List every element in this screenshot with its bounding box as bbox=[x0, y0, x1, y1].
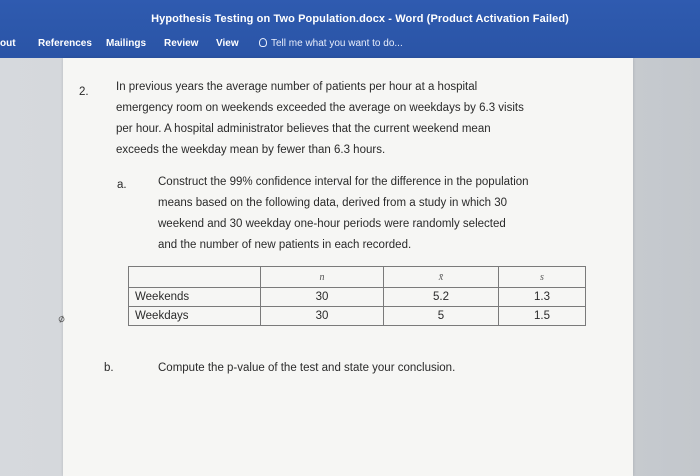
tab-layout[interactable]: out bbox=[0, 38, 16, 49]
intro-line: In previous years the average number of patients per hour at a hospital bbox=[116, 81, 478, 93]
tell-me-box[interactable] bbox=[259, 38, 403, 49]
part-a-line: weekend and 30 weekday one-hour periods were randomly selected bbox=[158, 218, 506, 230]
part-a-label: a. bbox=[117, 179, 127, 191]
table-cell: Weekends bbox=[129, 288, 261, 307]
part-a-line: means based on the following data, derived from a study in which 30 bbox=[158, 197, 508, 209]
table-header-row bbox=[129, 267, 586, 288]
lightbulb-icon bbox=[259, 38, 267, 47]
intro-line: exceeds the weekday mean by fewer than 6.3 hours. bbox=[116, 144, 386, 156]
title-bar bbox=[0, 0, 700, 58]
tab-references[interactable]: References bbox=[38, 38, 92, 49]
table-header-cell: x̄ bbox=[384, 267, 499, 288]
table-cell: Weekdays bbox=[129, 307, 261, 326]
part-b-text: Compute the p-value of the test and state your conclusion. bbox=[158, 362, 456, 374]
intro-line: emergency room on weekends exceeded the average on weekdays by 6.3 visits bbox=[116, 102, 524, 114]
table-cell: 30 bbox=[261, 307, 384, 326]
table-cell: 1.5 bbox=[499, 307, 586, 326]
table-cell: 5.2 bbox=[384, 288, 499, 307]
window-title: Hypothesis Testing on Two Population.docx - Word (Product Activation Failed) bbox=[151, 13, 569, 25]
intro-line: per hour. A hospital administrator believes that the current weekend mean bbox=[116, 123, 491, 135]
data-table bbox=[128, 266, 586, 326]
item-number: 2. bbox=[79, 86, 89, 98]
table-header-cell: n bbox=[261, 267, 384, 288]
table-cell: 5 bbox=[384, 307, 499, 326]
table-row bbox=[129, 307, 586, 326]
tell-me-text: Tell me what you want to do... bbox=[271, 38, 403, 49]
tab-view[interactable]: View bbox=[216, 38, 239, 49]
table-header-cell: s bbox=[499, 267, 586, 288]
tab-review[interactable]: Review bbox=[164, 38, 199, 49]
part-b-label: b. bbox=[104, 362, 114, 374]
tab-mailings[interactable]: Mailings bbox=[106, 38, 147, 49]
part-a-line: and the number of new patients in each recorded. bbox=[158, 239, 412, 251]
part-a-text bbox=[158, 172, 558, 256]
table-cell: 1.3 bbox=[499, 288, 586, 307]
question-intro bbox=[116, 77, 556, 161]
table-header-cell bbox=[129, 267, 261, 288]
part-a-line: Construct the 99% confidence interval for the difference in the population bbox=[158, 176, 529, 188]
table-cell: 30 bbox=[261, 288, 384, 307]
margin-mark: ⌀ bbox=[56, 312, 67, 326]
table-row bbox=[129, 288, 586, 307]
